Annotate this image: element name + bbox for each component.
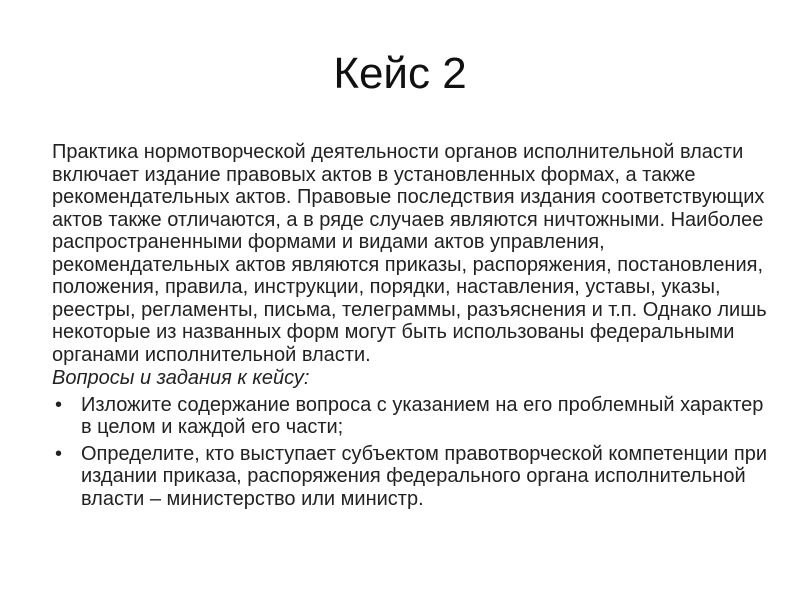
list-item xyxy=(52,394,772,439)
questions-heading: Вопросы и задания к кейсу: xyxy=(52,367,310,389)
bullet-icon: • xyxy=(55,393,63,416)
slide-body xyxy=(52,141,772,510)
question-text: Изложите содержание вопроса с указанием на его проблемный характер в целом и каждой его части; xyxy=(81,393,764,438)
bullet-icon: • xyxy=(55,442,63,465)
question-text: Определите, кто выступает субъектом правотворческой компетенции при издании приказа, распоряжения федерального органа исполнительной власти – министерство или министр. xyxy=(81,442,768,510)
case-description-paragraph: Практика нормотворческой деятельности органов исполнительной власти включает издание правовых актов в установленных формах, а также рекомендательных актов. Правовые последствия издания соответствующих актов также отличаются, а в ряде случаев являются ничтожными. Наиболее распространенными формами и видами актов управления, рекомендательных актов являются приказы, распоряжения, постановления, положения, правила, инструкции, порядки, наставления, уставы, указы, реестры, регламенты, письма, телеграммы, разъяснения и т.п. Однако лишь некоторые из названных форм могут быть использованы федеральными органами исполнительной власти. xyxy=(52,141,767,366)
list-item xyxy=(52,443,772,511)
questions-list xyxy=(52,394,772,511)
slide-title: Кейс 2 xyxy=(333,49,467,98)
